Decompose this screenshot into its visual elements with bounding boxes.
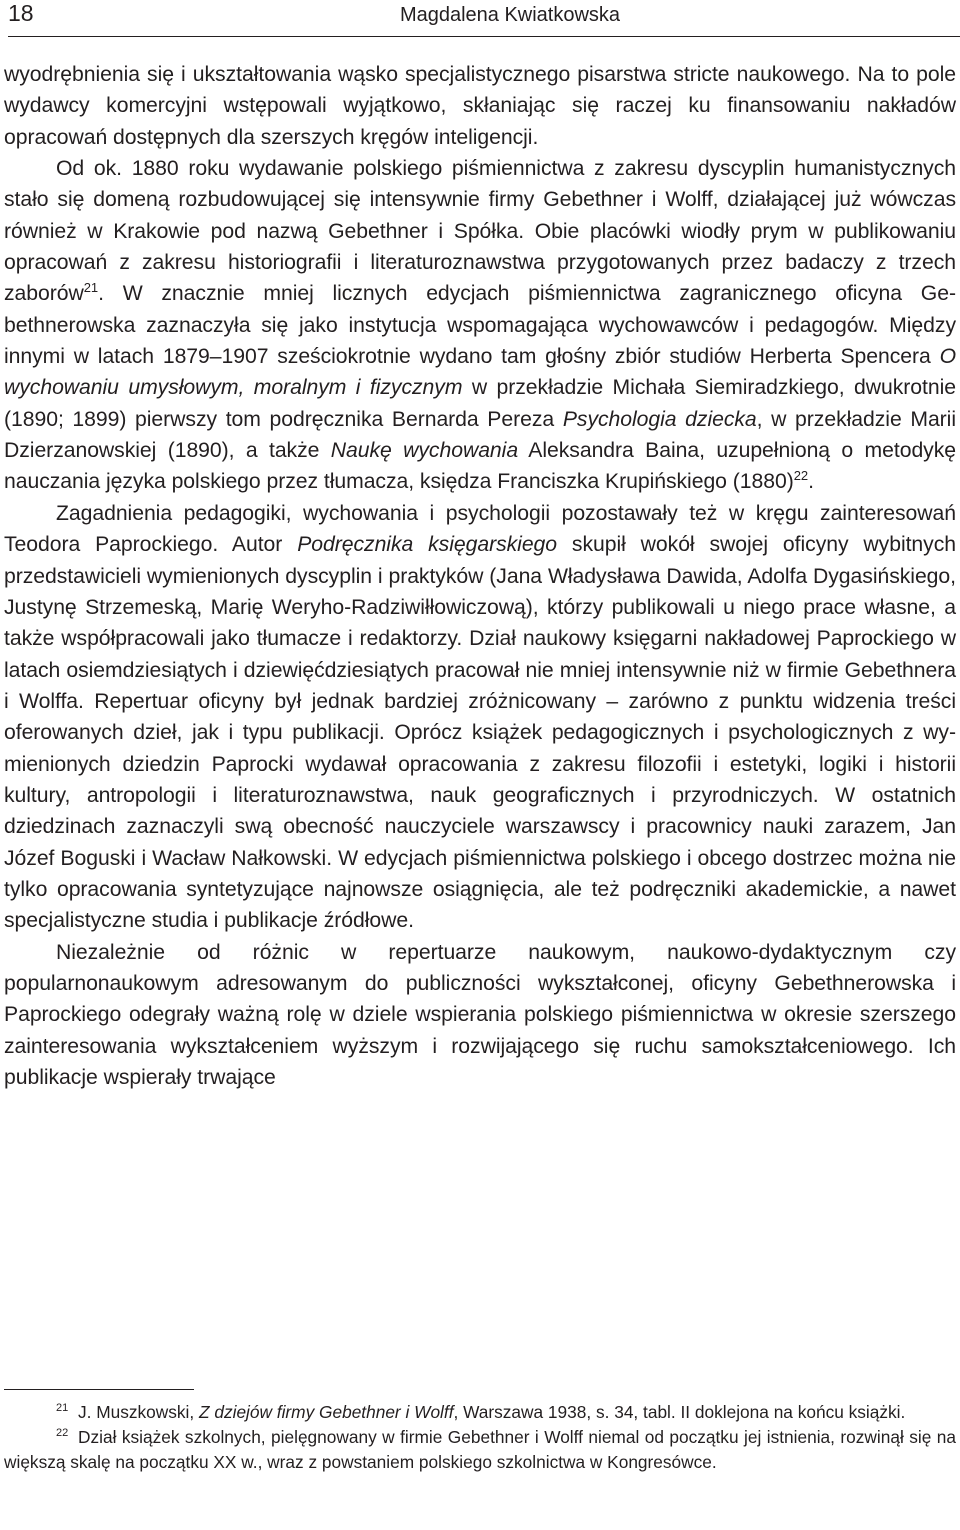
book-title-bain: Naukę wychowania [330,439,519,463]
paragraph-3: Zagadnienia pedagogiki, wychowania i psychologii pozostawały też w kręgu zainteresowań Teodora Paprockiego. Autor Podręcznika księgarskiego skupił wokół swojej oficyny wybitnych przedstawicieli wymienionych dyscyplin i praktyków (Jana Władysława Dawida, Adolfa Dygasińskiego, Justynę Strzemeską, Marię Weryho-Radziwiłłowiczową), którzy publikowali u niego prace własne, a także współpracowali jako tłumacze i redaktorzy. Dział naukowy księgarni nakładowej Paprockiego w latach osiemdziesiątych i dziewięćdziesiątych pracował nie mniej intensywnie niż w firmie Gebethnera i Wolffa. Repertuar oficyny był jednak bardziej zróżnicowany – zarówno z punktu widzenia treści oferowanych dzieł, jak i typu publikacji. Oprócz książek pedagogicznych i psychologicznych z wymienionych dziedzin Paprocki wydawał opracowania z zakresu filozofii i estetyki, logiki i historii kultury, antropologii i literaturoznawstwa, nauk geograficznych i przyrodniczych. W ostatnich dziedzinach zaznaczyli swą obecność nauczyciele warszawscy i pracownicy nauki zarazem, Jan Józef Boguski i Wacław Nałkowski. W edycjach piśmiennictwa polskiego i obcego dostrzec można nie tylko opracowania syntetyzujące najnowsze osiągnięcia, ale też podręczniki akademickie, a nawet specjalistyczne studia i publikacje źródłowe. [4,501,956,933]
page-number: 18 [8,0,34,26]
footnote-ref-22[interactable]: 22 [793,468,809,484]
running-head-author: Magdalena Kwiatkowska [399,4,621,26]
footnote-book-title: Z dziejów firmy Gebethner i Wolff [199,1402,454,1422]
body-text [4,59,956,1093]
paragraph-1: wyodrębnienia się i ukształtowania wąsko specjalistycznego pisarstwa stricte naukowego. Na to pole wydawcy komercyjni wstępowali wyjątkowo, skłaniając się raczej ku finansowaniu nakładów opracowań dostępnych dla szerszych kręgów inteligencji. [4,63,956,149]
book-title-spencer: O wychowaniu umysłowym, moralnym i fizycznym [4,345,956,400]
book-title-podrecznik: Podręcznika księgarskiego [297,533,558,557]
footnote-21: $^{21}$ J. Muszkowski, Z dziejów firmy Gebethner i Wolff, Warszawa 1938, s. 34, tabl. II doklejona na końcu książki. [56,1402,906,1422]
footnote-22: $^{22}$ Dział książek szkolnych, pielęgnowany w firmie Gebethner i Wolff niemal od początku jej istnienia, rozwinął się na większą skalę na początku XX w., wraz z powstaniem polskiego szkolnictwa w Kongresówce. [4,1427,956,1473]
page-header [8,0,960,38]
paragraph-2: Od ok. 1880 roku wydawanie polskiego piśmiennictwa z zakresu dyscyplin humanistycznych stało się domeną rozbudowującej się intensywnie firmy Gebethner i Wolff, działającej już wówczas również w Krakowie pod nazwą Gebethner i Spółka. Obie placówki wiodły prym w publikowaniu opracowań z zakresu historiografii i literaturoznawstwa przygotowanych przez badaczy z trzech zaborów$^{21}$. W znacznie mniej licznych edycjach piśmiennictwa zagranicznego oficyna Gebethnerowska zaznaczyła się jako instytucja wspomagająca wychowawców i pedagogów. Między innymi w latach 1879–1907 sześciokrotnie wydano tam głośny zbiór studiów Herberta Spencera O wychowaniu umysłowym, moralnym i fizycznym w przekładzie Michała Siemiradzkiego, dwukrotnie (1890; 1899) pierwszy tom podręcznika Bernarda Pereza Psychologia dziecka, w przekładzie Marii Dzierzanowskiej (1890), a także Naukę wychowania Aleksandra Baina, uzupełnioną o metodykę nauczania języka polskiego przez tłumacza, księdza Franciszka Krupińskiego $(1880)^{22}$. [4,157,956,494]
footnote-ref-21[interactable]: 21 [83,280,99,296]
footnote-separator [4,1389,194,1390]
book-title-perez: Psychologia dziecka [562,407,757,431]
header-rule [8,36,960,37]
paragraph-4: Niezależnie od różnic w repertuarze naukowym, naukowo-dydaktycznym czy popularnonaukowym adresowanym do publiczności wykształconej, oficyny Gebethnerowska i Paprockiego odegrały ważną rolę w dziele wspierania polskiego piśmiennictwa w okresie szerszego zainteresowania wykształceniem wyższym i rozwijającego się ruchu samokształceniowego. Ich publikacje wspierały trwające [4,940,956,1089]
footnotes [4,1400,956,1476]
